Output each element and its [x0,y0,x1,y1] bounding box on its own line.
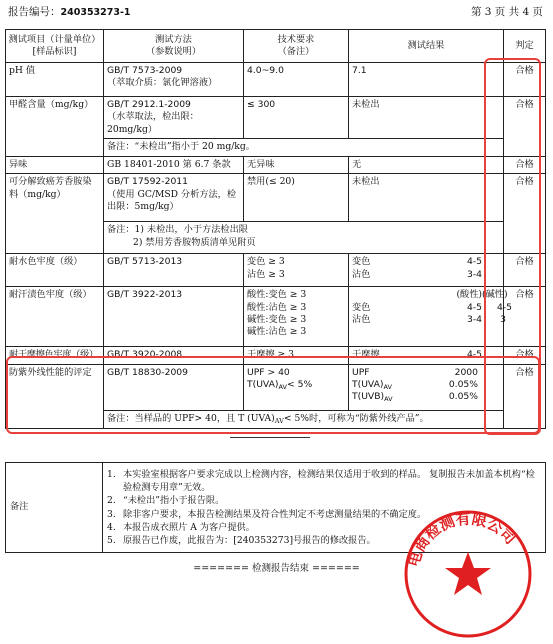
result-line [352,313,506,326]
note-number: 1. [107,469,116,481]
result-line [352,269,500,281]
item-cell: 甲醛含量（mg/kg） [6,97,104,157]
result-cell [349,364,504,410]
notes-label: 备注 [6,463,103,553]
note-item [107,468,541,494]
requirement-cell: ≤ 300 [244,97,349,139]
result-value: 3-4 [466,268,482,280]
result-label: 干摩擦 [352,349,380,361]
verdict-cell: 合格 [504,347,546,364]
column-header-item-line2: [样品标识] [32,46,77,57]
column-header-verdict: 判定 [504,30,546,63]
requirement-uva-label: T(UVA) [247,378,279,390]
table-row [6,174,546,222]
requirement-line: 酸性:变色 ≥ 3 [247,289,307,301]
note-item [107,494,541,507]
remark-line: 备注：1) 未检出，小于方法检出限 [107,224,248,236]
result-value: 4-5 [466,349,482,361]
requirement-line: 酸性:沾色 ≥ 3 [247,301,307,313]
result-value: 2000 [454,366,478,378]
result-line [352,379,500,391]
result-label-subscript: AV [383,382,392,391]
item-cell: 防紫外线性能的评定 [6,364,104,428]
result-line [352,256,500,268]
method-cell: GB/T 5713-2013 [104,254,244,287]
result-header-alkaline: (碱性) [482,289,508,301]
report-number-value: 240353273-1 [60,7,131,18]
requirement-cell: 禁用(≤ 20) [244,174,349,222]
requirement-uva-subscript: AV [278,382,287,391]
requirement-line: 变色 ≥ 3 [247,256,285,268]
requirement-line: 碱性:沾色 ≥ 3 [247,326,307,338]
result-line [352,349,500,361]
method-cell: GB 18401-2010 第 6.7 条款 [104,156,244,173]
page-indicator: 第 3 页 共 4 页 [470,6,543,18]
result-value: 4-5 [466,256,482,268]
method-note: （水萃取法，检出限：20mg/kg） [107,111,199,135]
verdict-cell: 合格 [504,254,546,287]
requirement-cell: 无异味 [244,156,349,173]
result-cell: 7.1 [349,63,504,97]
item-cell: 异味 [6,156,104,173]
requirement-line: 碱性:变色 ≥ 3 [247,313,307,325]
requirement-cell [244,287,349,347]
method-code: GB/T 2912.1-2009 [107,99,191,110]
result-label: 沾色 [352,268,371,280]
requirement-uva-limit: < 5% [286,378,313,390]
item-label: pH 值 [9,65,36,76]
note-text: 本报告成衣照片 A 为客户提供。 [123,521,255,533]
result-value-acid: 4-5 [466,301,482,313]
note-item [107,521,541,534]
notes-list [107,468,541,546]
test-results-table [5,29,546,429]
method-cell: GB/T 3922-2013 [104,287,244,347]
method-code: GB/T 7573-2009 [107,65,183,76]
table-header-row [6,30,546,63]
result-value-alkaline: 3 [500,313,506,325]
result-label: T(UVA) [352,378,384,390]
method-cell: GB/T 3920-2008 [104,347,244,364]
seal-text: 电商检测有限公司 [404,509,520,569]
table-row [6,63,546,97]
verdict-cell: 合格 [504,156,546,173]
remark-subscript: AV [274,416,284,425]
notes-table [5,462,546,553]
result-cell: 无 [349,156,504,173]
note-number: 5. [107,534,116,546]
requirement-cell: 干摩擦 ≥ 3 [244,347,349,364]
notes-row [6,463,546,553]
result-cell: 未检出 [349,174,504,222]
result-cell [349,254,504,287]
result-cell [349,347,504,364]
item-cell: 耐汗渍色牢度（级） [6,287,104,347]
remark-text: 备注：当样品的 UPF> 40，且 T (UVA) [107,412,275,424]
result-label-subscript: AV [384,395,393,404]
page-header [8,5,543,21]
method-note: （萃取介质：氯化钾溶液） [107,77,218,89]
requirement-line [247,379,345,391]
report-number-label: 报告编号： [8,6,61,18]
method-cell [104,174,244,222]
column-header-item-line1: 测试项目（计量单位） [8,34,101,46]
table-row [6,254,546,287]
column-header-result: 测试结果 [349,30,504,63]
method-note: （使用 GC/MSD 分析方法，检出限：5mg/kg） [107,188,237,212]
requirement-line: UPF > 40 [247,366,290,378]
result-label: 变色 [352,256,371,268]
result-line [352,391,500,403]
section-divider [230,437,310,438]
table-row [6,287,546,347]
table-row [6,156,546,173]
method-cell [104,97,244,139]
result-label: 变色 [352,301,371,313]
note-item [107,534,541,547]
verdict-cell: 合格 [504,63,546,97]
column-header-method [104,30,244,63]
method-cell: GB/T 18830-2009 [104,364,244,410]
remark-text: < 5%时，可称为“防紫外线产品”。 [283,412,429,424]
note-text: 除非客户要求，本报告检测结果及符合性判定不考虑测量结果的不确定度。 [123,508,427,520]
note-number: 4. [107,521,116,533]
result-line [352,301,512,314]
result-label: UPF [352,366,370,378]
requirement-cell: 4.0~9.0 [244,63,349,97]
result-value: 0.05% [448,378,478,390]
result-label: T(UVB) [352,391,385,403]
report-number [8,5,131,20]
result-cell [349,287,512,347]
note-text: 原报告已作废，此报告为：[240353273]号报告的修改报告。 [123,534,376,546]
note-item [107,508,541,521]
note-text: 本实验室根据客户要求完成以上检测内容，检测结果仅适用于收到的样品。 复制报告未加盖本机构“检验检测专用章”无效。 [123,469,535,494]
item-cell: 耐干摩擦色牢度（级） [6,347,104,364]
requirement-cell [244,254,349,287]
result-cell: 未检出 [349,97,504,139]
column-header-item [6,30,104,63]
note-text: “未检出”指小于报告限。 [123,495,225,507]
table-row [6,347,546,364]
column-header-method-line1: 测试方法 [155,34,192,46]
item-cell: 耐水色牢度（级） [6,254,104,287]
table-row [6,364,546,410]
result-header-acid: (酸性) [456,289,482,301]
result-value: 0.05% [448,391,478,403]
verdict-cell: 合格 [504,287,546,347]
result-line [352,367,500,379]
verdict-cell: 合格 [504,364,546,428]
requirement-cell [244,364,349,410]
column-header-requirement [244,30,349,63]
item-cell: 可分解致癌芳香胺染料（mg/kg） [6,174,104,254]
note-number: 2. [107,495,116,507]
remark-cell [104,222,504,254]
result-label: 沾色 [352,313,371,325]
requirement-line: 沾色 ≥ 3 [247,268,285,280]
column-header-method-line2: （参数说明） [145,46,202,57]
table-row [6,97,546,139]
verdict-cell: 合格 [504,97,546,157]
remark-cell [104,410,504,428]
result-value-acid: 3-4 [466,313,482,325]
remark-cell: 备注：“未检出”指小于 20 mg/kg。 [104,139,504,156]
item-cell [6,63,104,97]
method-code: GB/T 17592-2011 [107,176,188,188]
result-header-line [352,289,508,301]
column-header-requirement-line2: （备注） [277,46,315,57]
report-end-marker: ======= 检测报告结束 ====== [193,563,360,574]
method-cell [104,63,244,97]
column-header-requirement-line1: 技术要求 [277,34,315,46]
verdict-cell: 合格 [504,174,546,254]
note-number: 3. [107,508,116,520]
notes-content [103,463,546,553]
remark-line: 2) 禁用芳香胺物质清单见附页 [133,236,256,248]
result-value-alkaline: 4-5 [496,301,512,313]
